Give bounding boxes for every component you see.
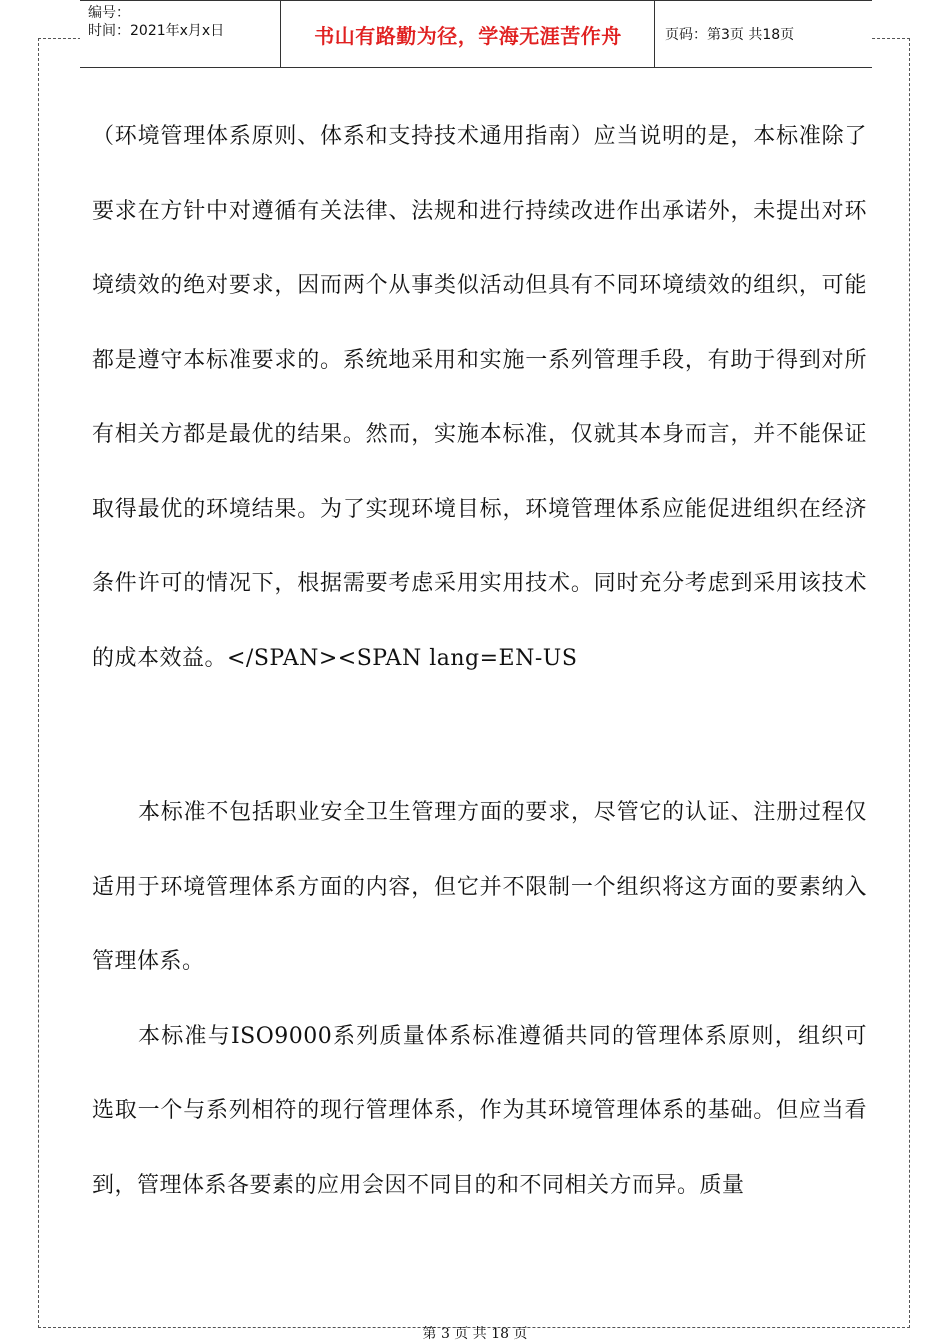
document-code-label: 编号：: [88, 5, 130, 21]
body-paragraph: 本标准不包括职业安全卫生管理方面的要求，尽管它的认证、注册过程仅适用于环境管理体系方面的内容，但它并不限制一个组织将这方面的要素纳入管理体系。: [92, 800, 867, 974]
document-body: [92, 100, 867, 1223]
header-page-number: 页码：第3页 共18页: [665, 27, 795, 43]
header-page-cell: [655, 1, 872, 67]
body-paragraph: （环境管理体系原则、体系和支持技术通用指南）应当说明的是，本标准除了要求在方针中对遵循有关法律、法规和进行持续改进作出承诺外，未提出对环境绩效的绝对要求，因而两个从事类似活动但具有不同环境绩效的组织，可能都是遵守本标准要求的。系统地采用和实施一系列管理手段，有助于得到对所有相关方都是最优的结果。然而，实施本标准，仅就其本身而言，并不能保证取得最优的环境结果。为了实现环境目标，环境管理体系应能促进组织在经济条件许可的情况下，根据需要考虑采用实用技术。同时充分考虑到采用该技术的成本效益。</SPAN><SPAN lang=EN-US: [92, 124, 867, 671]
header-meta-cell: [80, 1, 281, 67]
page-footer: 第 3 页 共 18 页: [422, 1326, 528, 1342]
body-paragraph: 本标准与ISO9000系列质量体系标准遵循共同的管理体系原则，组织可选取一个与系列相符的现行管理体系，作为其环境管理体系的基础。但应当看到，管理体系各要素的应用会因不同目的和不同相关方而异。质量: [92, 1023, 867, 1198]
page-header: [80, 0, 872, 68]
paragraph-gap: [92, 696, 867, 776]
header-motto: 书山有路勤为径，学海无涯苦作舟: [314, 24, 622, 48]
header-motto-cell: [281, 1, 655, 67]
document-time-label: 时间：2021年x月x日: [88, 23, 225, 39]
